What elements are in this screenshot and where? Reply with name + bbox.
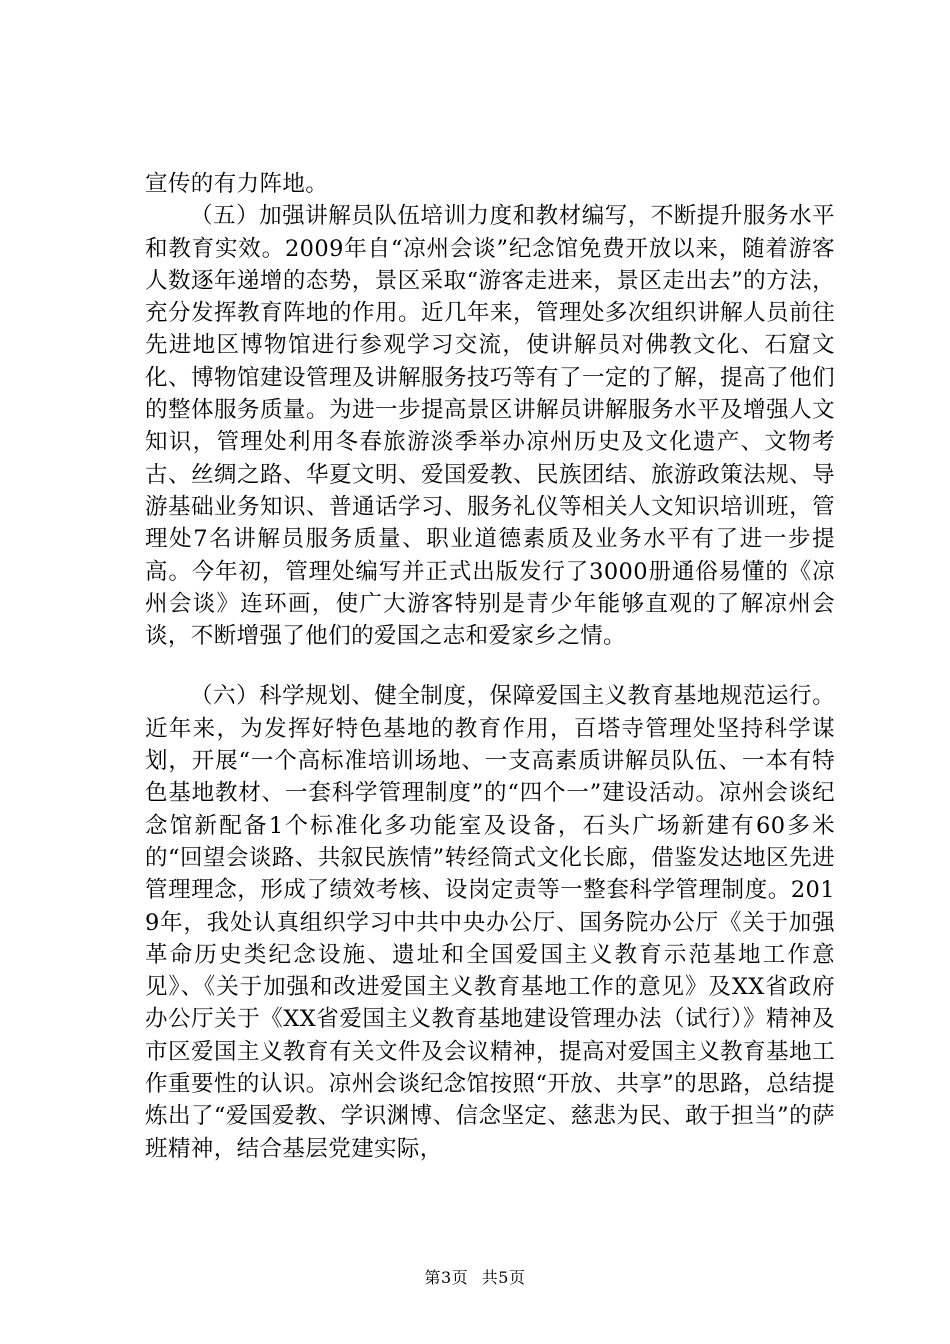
page-number-total: 共5页 xyxy=(481,1268,526,1287)
page-footer xyxy=(0,1265,950,1288)
paragraph-section-six: （六）科学规划、健全制度，保障爱国主义教育基地规范运行。近年来，为发挥好特色基地的教育作用，百塔寺管理处坚持科学谋划，开展“一个高标准培训场地、一支高素质讲解员队伍、一本有特色基地教材、一套科学管理制度”的“四个一”建设活动。凉州会谈纪念馆新配备1个标准化多功能室及设备，石头广场新建有60多米的“回望会谈路、共叙民族情”转经筒式文化长廊，借鉴发达地区先进管理理念，形成了绩效考核、设岗定责等一整套科学管理制度。2019年，我处认真组织学习中共中央办公厅、国务院办公厅《关于加强革命历史类纪念设施、遗址和全国爱国主义教育示范基地工作意见》、《关于加强和改进爱国主义教育基地工作的意见》及XX省政府办公厅关于《XX省爱国主义教育基地建设管理办法（试行）》精神及市区爱国主义教育有关文件及会议精神，提高对爱国主义教育基地工作重要性的认识。凉州会谈纪念馆按照“开放、共享”的思路，总结提炼出了“爱国爱教、学识渊博、信念坚定、慈悲为民、敢于担当”的萨班精神，结合基层党建实际， xyxy=(145,683,835,1162)
document-body xyxy=(145,168,835,1165)
page-number-current: 第3页 xyxy=(424,1268,469,1287)
paragraph-continued: 宣传的有力阵地。 xyxy=(145,171,329,197)
paragraph-section-five: （五）加强讲解员队伍培训力度和教材编写，不断提升服务水平和教育实效。2009年自“凉州会谈”纪念馆免费开放以来，随着游客人数逐年递增的态势，景区采取“游客走进来，景区走出去”的方法，充分发挥教育阵地的作用。近几年来，管理处多次组织讲解人员前往先进地区博物馆进行参观学习交流，使讲解员对佛教文化、石窟文化、博物馆建设管理及讲解服务技巧等有了一定的了解，提高了他们的整体服务质量。为进一步提高景区讲解员讲解服务水平及增强人文知识，管理处利用冬春旅游淡季举办凉州历史及文化遗产、文物考古、丝绸之路、华夏文明、爱国爱教、民族团结、旅游政策法规、导游基础业务知识、普通话学习、服务礼仪等相关人文知识培训班，管理处7名讲解员服务质量、职业道德素质及业务水平有了进一步提高。今年初，管理处编写并正式出版发行了3000册通俗易懂的《凉州会谈》连环画，使广大游客特别是青少年能够直观的了解凉州会谈，不断增强了他们的爱国之志和爱家乡之情。 xyxy=(145,203,835,650)
